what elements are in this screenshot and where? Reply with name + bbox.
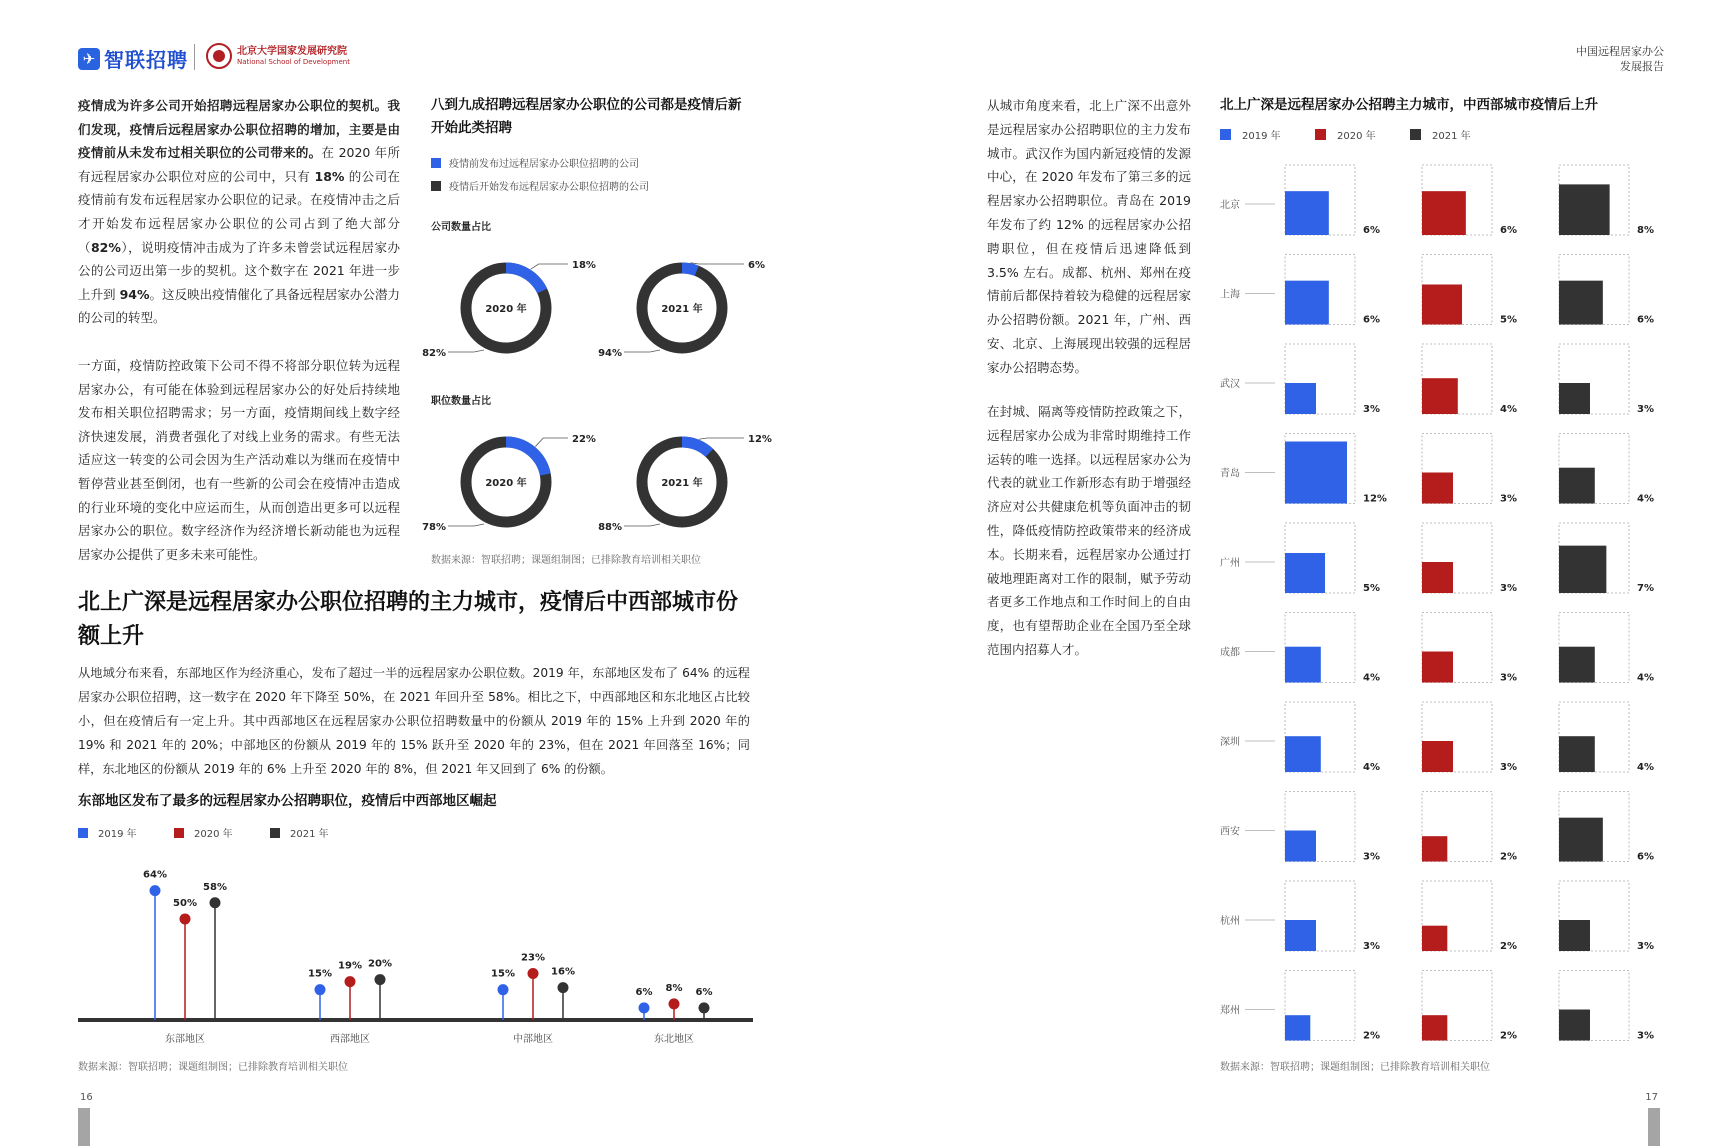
zhilian-logo bbox=[78, 44, 188, 73]
region-point bbox=[528, 968, 539, 979]
report-title-line2: 发展报告 bbox=[1620, 60, 1664, 73]
city-value-square bbox=[1285, 383, 1316, 414]
city-value-square bbox=[1422, 926, 1447, 951]
region-point bbox=[639, 1002, 650, 1013]
city-value-square bbox=[1422, 741, 1453, 772]
donut-label-after: 88% bbox=[598, 522, 622, 533]
city-value-square bbox=[1559, 281, 1603, 325]
city-value-label: 5% bbox=[1363, 583, 1380, 594]
region-value-label: 20% bbox=[368, 958, 392, 970]
city-value-label: 4% bbox=[1363, 762, 1380, 773]
region-group-2 bbox=[308, 959, 392, 1045]
bottom-bar-left bbox=[78, 1108, 90, 1146]
region-group-3 bbox=[491, 953, 575, 1045]
city-value-label: 5% bbox=[1500, 314, 1517, 326]
city-value-label: 3% bbox=[1500, 493, 1517, 505]
region-source: 数据来源：智联招聘；课题组制图；已排除教育培训相关职位 bbox=[78, 1062, 348, 1073]
legend-swatch-before bbox=[431, 158, 441, 168]
donut-before-slice bbox=[506, 268, 542, 291]
city-legend-swatch bbox=[1410, 129, 1421, 140]
city-value-label: 6% bbox=[1500, 225, 1517, 236]
right-paragraph-2: 在封城、隔离等疫情防控政策之下，远程居家办公成为非常时期维持工作运转的唯一选择。以远程居家办公为代表的就业工作新形态有助于增强经济应对公共健康危机等负面冲击的韧性，降低疫情防控政策带来的经济成本。长期来看，远程居家办公通过打破地理距离对工作的限制，赋予劳动者更多工作地点和工作时间上的自由度，也有望帮助企业在全国乃至全球范围内招募人才。 bbox=[987, 404, 1191, 657]
city-value-square bbox=[1285, 1015, 1310, 1040]
region-legend-1 bbox=[78, 827, 137, 840]
region-category-label: 中部地区 bbox=[513, 1034, 553, 1045]
donut-leader-before bbox=[535, 438, 568, 447]
region-legend-swatch bbox=[78, 828, 88, 838]
donut-center-label: 2021 年 bbox=[661, 478, 703, 489]
city-row-2 bbox=[1220, 255, 1654, 326]
city-name-label: 上海 bbox=[1220, 289, 1240, 301]
city-value-label: 2% bbox=[1500, 851, 1517, 863]
region-point bbox=[210, 897, 221, 908]
region-category-label: 西部地区 bbox=[330, 1034, 370, 1045]
donut-leader-after bbox=[624, 524, 660, 526]
region-point bbox=[345, 976, 356, 987]
donut-label-after: 94% bbox=[598, 348, 622, 359]
region-value-label: 16% bbox=[551, 966, 575, 978]
city-value-label: 3% bbox=[1637, 941, 1654, 952]
city-row-6 bbox=[1220, 613, 1654, 684]
city-value-square bbox=[1285, 442, 1347, 504]
city-value-square bbox=[1422, 1015, 1447, 1040]
region-legend-label: 2021 年 bbox=[290, 829, 329, 840]
region-point bbox=[558, 982, 569, 993]
city-value-square bbox=[1285, 920, 1316, 951]
city-legend-label: 2021 年 bbox=[1432, 131, 1471, 142]
city-row-9 bbox=[1220, 881, 1654, 952]
city-value-label: 7% bbox=[1637, 583, 1654, 594]
city-value-label: 4% bbox=[1637, 672, 1654, 684]
page-number-right: 17 bbox=[1645, 1092, 1658, 1103]
region-value-label: 23% bbox=[521, 952, 545, 964]
pku-name-en: National School of Development bbox=[237, 57, 350, 66]
city-name-label: 成都 bbox=[1220, 647, 1240, 659]
region-value-label: 58% bbox=[203, 881, 227, 893]
donut-label-before: 18% bbox=[572, 260, 596, 271]
city-value-label: 3% bbox=[1500, 672, 1517, 684]
city-value-square bbox=[1285, 647, 1321, 683]
donut-leader-after bbox=[624, 350, 660, 352]
city-row-3 bbox=[1220, 344, 1654, 415]
city-value-label: 3% bbox=[1500, 762, 1517, 773]
city-name-label: 深圳 bbox=[1220, 737, 1240, 748]
donut-source: 数据来源：智联招聘；课题组制图；已排除教育培训相关职位 bbox=[431, 555, 701, 566]
city-name-label: 北京 bbox=[1220, 200, 1240, 211]
region-value-label: 64% bbox=[143, 869, 167, 881]
right-paragraph-1: 从城市角度来看，北上广深不出意外是远程居家办公招聘职位的主力发布城市。武汉作为国内新冠疫情的发源中心，在 2020 年发布了第三多的远程居家办公招聘职位。青岛在 2019 年发布了约 12% 的远程居家办公招聘职位，但在疫情后迅速降低到 3.5% 左右。成都、杭州、郑州在疫情前后都保持着较为稳健的远程居家办公招聘份额。2021 年，广州、西安、北京、上海展现出较强的远程居家办公招聘态势。 bbox=[987, 98, 1191, 375]
region-legend-label: 2019 年 bbox=[98, 829, 137, 840]
report-title-line1: 中国远程居家办公 bbox=[1576, 45, 1664, 58]
city-value-square bbox=[1422, 378, 1458, 414]
city-value-square bbox=[1285, 281, 1329, 325]
city-value-label: 6% bbox=[1637, 851, 1654, 863]
region-point bbox=[180, 913, 191, 924]
city-value-square bbox=[1559, 818, 1603, 862]
city-value-square bbox=[1559, 920, 1590, 951]
left-paragraph-1: 疫情成为许多公司开始招聘远程居家办公职位的契机。我们发现，疫情后远程居家办公职位招聘的增加，主要是由疫情前从未发布过相关职位的公司带来的。在 2020 年所有远程居家办公职位对应的公司中，只有 18% 的公司在疫情前有发布远程居家办公职位的记录。在疫情冲击之后才开始发布远程居家办公职位的公司占到了绝大部分（82%），说明疫情冲击成为了许多未曾尝试远程居家办公的公司迈出第一步的契机。这个数字在 2021 年进一步上升到 94%。这反映出疫情催化了具备远程居家办公潜力的公司的转型。 bbox=[78, 98, 400, 326]
city-row-10 bbox=[1220, 971, 1654, 1042]
city-value-square bbox=[1285, 191, 1329, 235]
city-value-label: 3% bbox=[1363, 941, 1380, 952]
region-legend-swatch bbox=[270, 828, 280, 838]
donut-leader-before bbox=[691, 263, 744, 264]
city-value-square bbox=[1559, 546, 1606, 593]
city-value-label: 6% bbox=[1363, 314, 1380, 326]
city-value-label: 3% bbox=[1637, 1030, 1654, 1042]
zhilian-logo-text: 智联招聘 bbox=[104, 48, 188, 72]
city-row-1 bbox=[1220, 165, 1654, 236]
city-row-8 bbox=[1220, 792, 1654, 863]
region-category-label: 东部地区 bbox=[165, 1034, 205, 1045]
city-value-label: 2% bbox=[1500, 1030, 1517, 1042]
donut-figure-title: 八到九成招聘远程居家办公职位的公司都是疫情后新开始此类招聘 bbox=[431, 97, 742, 136]
city-source: 数据来源：智联招聘；课题组制图；已排除教育培训相关职位 bbox=[1220, 1062, 1490, 1073]
city-name-label: 杭州 bbox=[1220, 916, 1240, 927]
section-heading: 北上广深是远程居家办公职位招聘的主力城市，疫情后中西部城市份额上升 bbox=[78, 590, 739, 649]
donut-before-slice bbox=[506, 442, 545, 475]
donut-center-label: 2020 年 bbox=[485, 304, 527, 315]
city-legend-swatch bbox=[1220, 129, 1231, 140]
city-value-label: 3% bbox=[1363, 404, 1380, 415]
city-value-square bbox=[1559, 468, 1595, 504]
section-company-label: 公司数量占比 bbox=[431, 222, 491, 233]
donut-before-slice bbox=[682, 268, 697, 271]
donut-chart-4 bbox=[598, 434, 772, 533]
city-legend-swatch bbox=[1315, 129, 1326, 140]
city-value-square bbox=[1559, 184, 1610, 235]
donut-leader-before bbox=[699, 438, 744, 439]
city-value-label: 3% bbox=[1363, 851, 1380, 863]
region-legend-label: 2020 年 bbox=[194, 829, 233, 840]
region-value-label: 50% bbox=[173, 897, 197, 909]
donut-leader-before bbox=[531, 264, 568, 269]
legend-before: 疫情前发布过远程居家办公职位招聘的公司 bbox=[431, 155, 639, 170]
region-point bbox=[375, 974, 386, 985]
region-value-label: 8% bbox=[665, 982, 683, 994]
donut-label-before: 12% bbox=[748, 434, 772, 445]
logo-divider bbox=[194, 44, 195, 70]
city-value-square bbox=[1559, 736, 1595, 772]
page-number-left: 16 bbox=[80, 1092, 93, 1103]
city-value-square bbox=[1559, 647, 1595, 683]
city-value-square bbox=[1285, 831, 1316, 862]
donut-chart-1 bbox=[422, 260, 596, 359]
city-name-label: 郑州 bbox=[1220, 1005, 1240, 1017]
donut-label-after: 78% bbox=[422, 522, 446, 533]
region-legend-swatch bbox=[174, 828, 184, 838]
city-value-square bbox=[1285, 736, 1321, 772]
donut-label-before: 22% bbox=[572, 434, 596, 445]
city-value-square bbox=[1422, 191, 1466, 235]
region-value-label: 6% bbox=[635, 986, 653, 998]
city-row-7 bbox=[1220, 702, 1654, 773]
donut-leader-after bbox=[448, 524, 484, 526]
city-value-label: 2% bbox=[1363, 1030, 1380, 1042]
city-value-square bbox=[1422, 284, 1462, 324]
city-value-label: 8% bbox=[1637, 225, 1654, 236]
city-name-label: 青岛 bbox=[1220, 468, 1240, 480]
city-value-label: 4% bbox=[1500, 404, 1517, 415]
city-value-label: 6% bbox=[1637, 314, 1654, 326]
city-value-square bbox=[1422, 473, 1453, 504]
city-row-4 bbox=[1220, 434, 1654, 505]
city-value-label: 3% bbox=[1500, 583, 1517, 594]
city-legend-2 bbox=[1315, 129, 1376, 142]
region-group-4 bbox=[636, 983, 713, 1045]
pku-name-cn: 北京大学国家发展研究院 bbox=[237, 45, 347, 57]
pku-nsd-logo bbox=[206, 43, 350, 69]
city-value-label: 3% bbox=[1637, 404, 1654, 415]
city-value-square bbox=[1559, 1010, 1590, 1041]
left-paragraph-3: 从地域分布来看，东部地区作为经济重心，发布了超过一半的远程居家办公职位数。2019 年，东部地区发布了 64% 的远程居家办公职位招聘，这一数字在 2020 年下降至 50%，在 2021 年回升至 58%。相比之下，中西部地区和东北地区占比较小，但在疫情后有一定上升。其中西部地区在远程居家办公职位招聘数量中的份额从 2019 年的 15% 上升到 2020 年的 19% 和 2021 年的 20%；中部地区的份额从 2019 年的 15% 跃升至 2020 年的 23%，但在 2021 年回落至 16%；同样，东北地区的份额从 2019 年的 6% 上升至 2020 年的 8%，但 2021 年又回到了 6% 的份额。 bbox=[78, 666, 750, 776]
region-value-label: 6% bbox=[695, 986, 713, 998]
city-value-label: 4% bbox=[1363, 672, 1380, 684]
city-name-label: 广州 bbox=[1220, 558, 1240, 569]
region-value-label: 19% bbox=[338, 960, 362, 972]
region-point bbox=[498, 984, 509, 995]
city-value-square bbox=[1285, 553, 1325, 593]
city-value-square bbox=[1422, 836, 1447, 861]
region-value-label: 15% bbox=[308, 968, 332, 980]
donut-before-slice bbox=[682, 442, 709, 453]
bottom-bar-right bbox=[1648, 1108, 1660, 1146]
city-legend-label: 2019 年 bbox=[1242, 131, 1281, 142]
region-point bbox=[315, 984, 326, 995]
city-legend-3 bbox=[1410, 129, 1471, 142]
city-value-label: 4% bbox=[1637, 762, 1654, 773]
donut-label-before: 6% bbox=[748, 260, 765, 271]
left-paragraph-2: 一方面，疫情防控政策下公司不得不将部分职位转为远程居家办公，有可能在体验到远程居家办公的好处后持续地发布相关职位招聘需求；另一方面，疫情期间线上数字经济快速发展，消费者强化了对线上业务的需求。有些无法适应这一转变的公司会因为生产活动难以为继而在疫情中暂停营业甚至倒闭，也有一些新的公司会在疫情冲击造成的行业环境的变化中应运而生，从而创造出更多可以远程居家办公的职位。数字经济作为经济增长新动能也为远程居家办公提供了更多未来可能性。 bbox=[78, 358, 400, 562]
city-legend-label: 2020 年 bbox=[1337, 131, 1376, 142]
donut-chart-3 bbox=[422, 434, 596, 533]
region-lollipop-chart bbox=[70, 818, 760, 1048]
city-figure-title: 北上广深是远程居家办公招聘主力城市，中西部城市疫情后上升 bbox=[1220, 97, 1598, 113]
donut-charts bbox=[420, 240, 772, 560]
city-name-label: 武汉 bbox=[1220, 379, 1240, 390]
region-point bbox=[150, 885, 161, 896]
city-legend-1 bbox=[1220, 129, 1281, 142]
legend-after: 疫情后开始发布远程居家办公职位招聘的公司 bbox=[431, 178, 649, 193]
section-position-label: 职位数量占比 bbox=[431, 396, 491, 407]
region-point bbox=[699, 1002, 710, 1013]
city-value-square bbox=[1422, 652, 1453, 683]
donut-chart-2 bbox=[598, 260, 765, 359]
donut-leader-after bbox=[448, 350, 484, 352]
region-legend-3 bbox=[270, 827, 329, 840]
city-value-label: 6% bbox=[1363, 225, 1380, 236]
region-figure-title: 东部地区发布了最多的远程居家办公招聘职位，疫情后中西部地区崛起 bbox=[78, 793, 497, 809]
region-point bbox=[669, 998, 680, 1009]
zhilian-logo-icon: ✈ bbox=[78, 48, 100, 70]
city-value-label: 12% bbox=[1363, 493, 1387, 505]
city-value-label: 4% bbox=[1637, 493, 1654, 505]
city-value-square bbox=[1422, 562, 1453, 593]
region-category-label: 东北地区 bbox=[654, 1034, 694, 1045]
donut-center-label: 2020 年 bbox=[485, 478, 527, 489]
region-group-1 bbox=[143, 870, 227, 1045]
city-square-chart bbox=[1215, 125, 1675, 1045]
legend-swatch-after bbox=[431, 181, 441, 191]
pku-seal-icon bbox=[206, 43, 232, 69]
region-legend-2 bbox=[174, 827, 233, 840]
city-row-5 bbox=[1220, 523, 1654, 594]
city-name-label: 西安 bbox=[1220, 826, 1240, 838]
report-title bbox=[1576, 44, 1664, 74]
city-value-square bbox=[1559, 383, 1590, 414]
donut-label-after: 82% bbox=[422, 348, 446, 359]
city-value-label: 2% bbox=[1500, 941, 1517, 952]
region-value-label: 15% bbox=[491, 968, 515, 980]
donut-center-label: 2021 年 bbox=[661, 304, 703, 315]
